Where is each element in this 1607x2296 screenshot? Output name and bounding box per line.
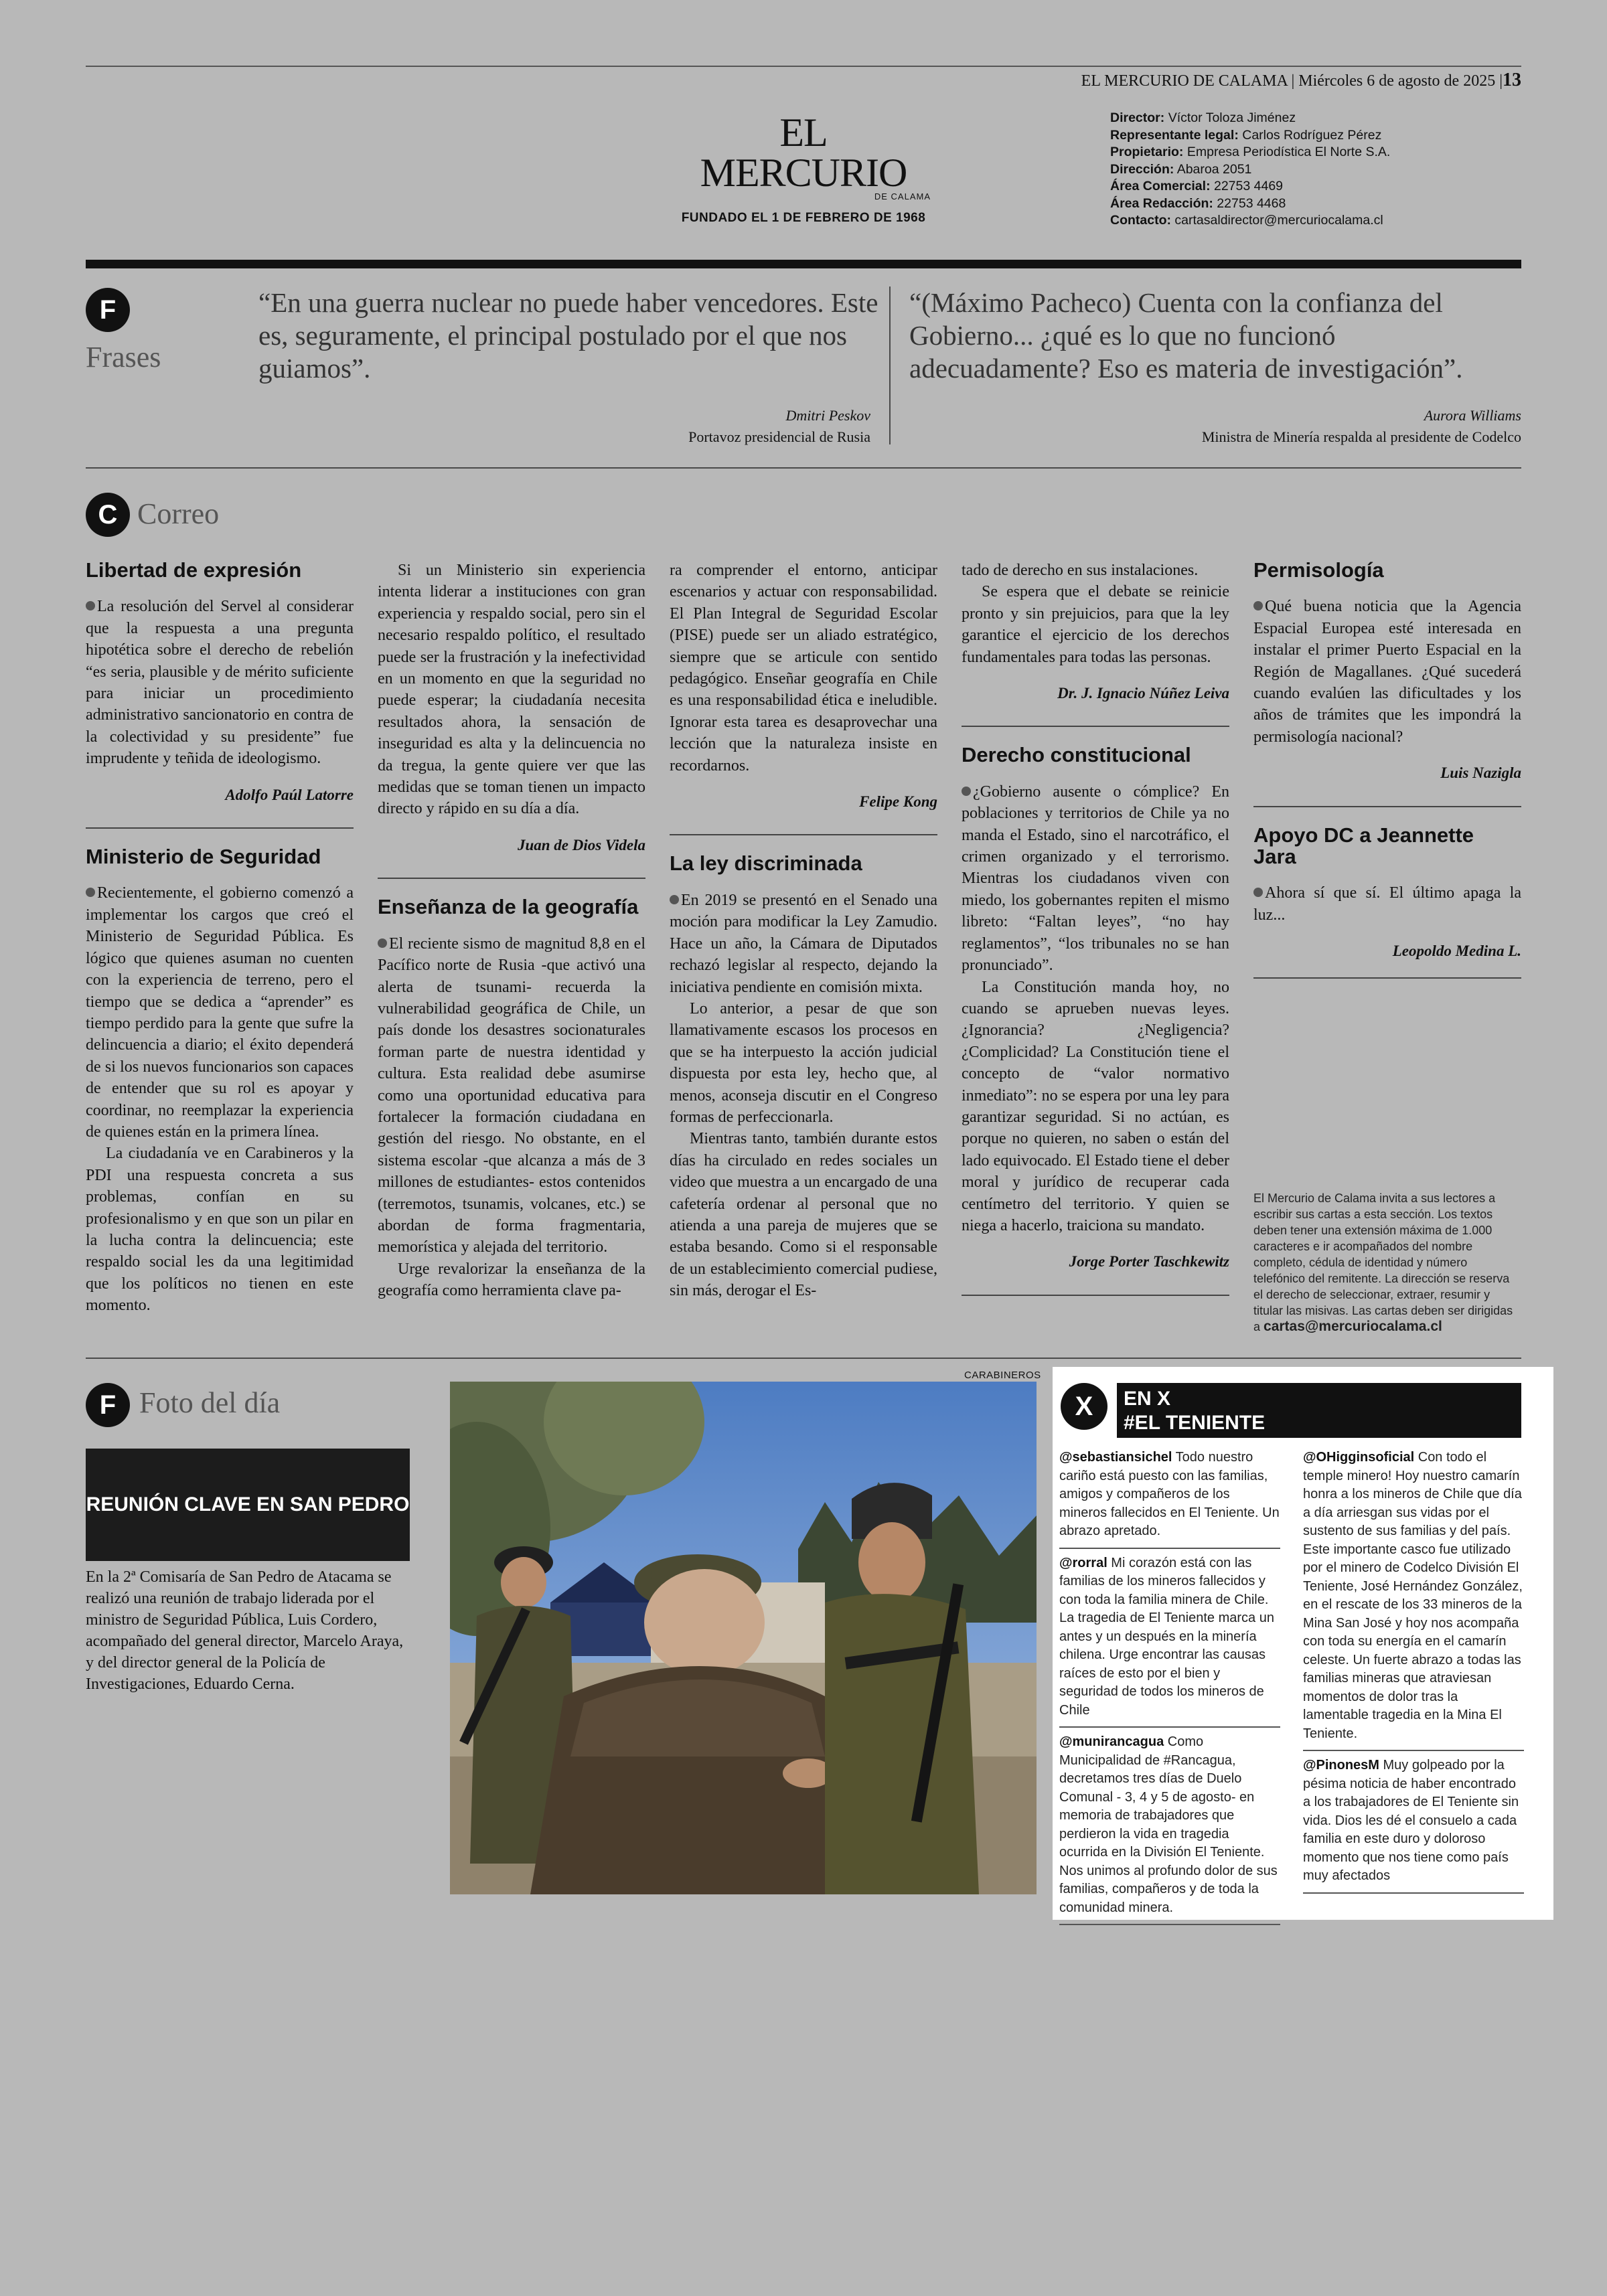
page-number: 13	[1503, 70, 1521, 90]
letter-heading: Permisología	[1253, 558, 1384, 582]
masthead	[676, 112, 931, 226]
quote-2-text: “(Máximo Pacheco) Cuenta con la confianza del Gobierno... ¿qué es lo que no funcionó adecuadamente? Eso es materia de investigación”.	[909, 287, 1463, 384]
letter-signature: Jorge Porter Taschkewitz	[1069, 1253, 1229, 1270]
x-handle[interactable]: @PinonesM	[1303, 1758, 1379, 1773]
letter-body: Mientras tanto, también durante estos días ha circulado en redes sociales un video que muestra a un encargado de una cafetería ordenar al personal que no atienda a una pareja de mujeres que se estaba besando. Como si el responsable de un establecimiento comercial pudiese, sin más, derogar el Es-	[670, 1130, 937, 1300]
foto-f-icon: F	[86, 1383, 130, 1427]
letter-heading: Enseñanza de la geografía	[378, 895, 639, 919]
x-post	[1303, 1449, 1524, 1751]
letter-body: Si un Ministerio sin experiencia intenta liderar a instituciones con gran experiencia y respaldo social, pero sin el necesario respaldo político, el resultado puede ser la frustración y la inefectividad en un momento en que la seguridad no puede esperar; la ciudadanía necesita resultados ahora, la sensación de inseguridad es alta y la delincuencia no da tregua, la gente quiere ver que las medidas que se toman tienen un impacto directo y rápido en su día a día.	[378, 562, 645, 818]
letter-body: Lo anterior, a pesar de que son llamativamente escasos los procesos en que se ha interpuesto la acción judicial dispuesta por esta ley, hecho que, al menos, aconseja discutir en el Congreso formas de perfeccionarla.	[670, 999, 937, 1126]
bullet-icon	[670, 895, 679, 904]
letter-heading: Libertad de expresión	[86, 558, 302, 582]
foto-title: Foto del día	[139, 1386, 281, 1419]
newspaper-logo: EL MERCURIO	[700, 110, 907, 195]
staff-line: Área Redacción: 22753 4468	[1110, 195, 1286, 211]
letter-body: La resolución del Servel al considerar que la respuesta a una pregunta hipotética sobre el derecho de rebelión “es seria, plausible y de mérito suficiente para iniciar un procedimiento administrativo sancionatorio en contra de la colectividad y su presidente” fue imprudente y teñida de ideologismo.	[86, 598, 354, 768]
correo-c-icon: C	[86, 493, 130, 537]
staff-line: Propietario: Empresa Periodística El Norte S.A.	[1110, 145, 1391, 159]
divider	[86, 827, 354, 829]
photo-of-the-day	[450, 1382, 1037, 1894]
bullet-icon	[1253, 888, 1263, 897]
logo-subtitle: DE CALAMA	[874, 191, 931, 201]
header-divider	[86, 260, 1521, 268]
x-post-text: Todo nuestro cariño está puesto con las familias, amigos y compañeros de los mineros fallecidos en El Teniente. Un abrazo apretado.	[1059, 1450, 1280, 1538]
note-text: El Mercurio de Calama invita a sus lectores a escribir sus cartas a esta sección. Los textos deben tener una extensión máxima de 1.000 caracteres e ir acompañados del nombre completo, cédula de identidad y número telefónico del remitente. La dirección se reserva el derecho de seleccionar, extraer, resumir y titular las misivas. Las cartas deben ser dirigidas a	[1253, 1192, 1513, 1333]
en-x-header	[1117, 1383, 1521, 1438]
letter-signature: Adolfo Paúl Latorre	[225, 786, 354, 803]
bullet-icon	[378, 938, 387, 948]
letters-column-2	[378, 560, 645, 1302]
dateline-text: EL MERCURIO DE CALAMA | Miércoles 6 de agosto de 2025 |	[1081, 72, 1503, 90]
letters-column-5	[1253, 560, 1521, 979]
frases-f-icon: F	[86, 288, 130, 332]
x-handle[interactable]: @rorral	[1059, 1555, 1107, 1570]
letter-heading: Apoyo DC a Jeannette Jara	[1253, 823, 1474, 869]
x-post	[1059, 1733, 1280, 1925]
letter-body: Recientemente, el gobierno comenzó a implementar los cargos que creó el Ministerio de Seguridad Pública. Es lógico que quienes asuman no cuenten con la experiencia de terreno, pero el tiempo que se dedica a “aprender” es tiempo perdido para la gente que sufre la delincuencia a diario; el éxito dependerá de si los nuevos funcionarios son capaces de entender que su rol es apoyar y coordinar, no reemplazar la experiencia de quienes están en la primera línea.	[86, 884, 354, 1141]
bullet-icon	[1253, 601, 1263, 610]
letter-signature: Dr. J. Ignacio Núñez Leiva	[1057, 685, 1229, 702]
x-handle[interactable]: @sebastiansichel	[1059, 1450, 1172, 1465]
divider	[962, 726, 1229, 727]
letter-body: La ciudadanía ve en Carabineros y la PDI una respuesta concreta a sus problemas, confían en su profesionalismo y en que son un pilar en la lucha contra la delincuencia; este respaldo social les da una legitimidad que los políticos no tienen en este momento.	[86, 1145, 354, 1315]
letter-body: ¿Gobierno ausente o cómplice? En poblaciones y territorios de Chile ya no manda el Estado, sino el narcotráfico, el crimen organizado y el terrorismo. Mientras los ciudadanos viven con miedo, los gobernantes repiten el mismo libreto: “Faltan leyes”, “no hay reglamentos”, “los tribunales no se han pronunciado”.	[962, 783, 1229, 975]
x-logo-icon: X	[1061, 1383, 1107, 1430]
x-posts-left-column	[1059, 1449, 1280, 1931]
quote-1-text: “En una guerra nuclear no puede haber vencedores. Este es, seguramente, el principal postulado por el que nos guiamos”.	[258, 287, 878, 384]
letter-body: En 2019 se presentó en el Senado una moción para modificar la Ley Zamudio. Hace un año, la Cámara de Diputados rechazó legislar al respecto, dejando la iniciativa pendiente en comisión mixta.	[670, 891, 937, 996]
letters-column-4	[962, 560, 1229, 1296]
divider	[1253, 977, 1521, 979]
divider	[962, 1295, 1229, 1296]
submission-email-link[interactable]: cartas@mercuriocalama.cl	[1264, 1319, 1442, 1334]
letter-heading: La ley discriminada	[670, 851, 862, 876]
letter-body: La Constitución manda hoy, no cuando se aprueben nuevas leyes. ¿Ignorancia? ¿Negligencia? ¿Complicidad? La Constitución tiene el concepto de “valor normativo inmediato”: no se espera por una ley para garantizar seguridad. Si no actúan, es porque no quieren, no saben o están del lado equivocado. El Estado tiene el deber moral y jurídico de recuperar cada centímetro del territorio. Y quien se niega a hacerlo, traiciona su mandato.	[962, 978, 1229, 1234]
letter-body: Ahora sí que sí. El último apaga la luz...	[1253, 884, 1521, 924]
letter-signature: Leopoldo Medina L.	[1392, 942, 1521, 960]
x-posts-right-column	[1303, 1449, 1524, 1899]
x-post	[1059, 1554, 1280, 1728]
quote-1-role: Portavoz presidencial de Rusia	[688, 428, 870, 445]
x-post	[1059, 1449, 1280, 1549]
staff-line: Representante legal: Carlos Rodríguez Pérez	[1110, 127, 1382, 143]
staff-box	[1110, 110, 1390, 230]
letters-column-3	[670, 560, 937, 1302]
quote-2-author: Aurora Williams	[1424, 407, 1521, 424]
correo-bottom-rule	[86, 1358, 1521, 1359]
staff-line: Director: Víctor Toloza Jiménez	[1110, 110, 1296, 125]
x-post	[1303, 1756, 1524, 1894]
divider	[378, 878, 645, 879]
bullet-icon	[86, 601, 95, 610]
bullet-icon	[86, 888, 95, 897]
letter-body: ra comprender el entorno, anticipar escenarios y actuar con responsabilidad. El Plan Integral de Seguridad Escolar (PISE) puede ser un aliado estratégico, siempre que se articule con sentido pedagógico. Enseñar geografía en Chile es una responsabilidad ética e ineludible. Ignorar esta tarea es desaprovechar una lección que la naturaleza insiste en recordarnos.	[670, 562, 937, 774]
x-post-text: Con todo el temple minero! Hoy nuestro camarín honra a los mineros de Chile que día a día arriesgan sus vidas por el sustento de sus familias y del país. Este importante casco fue utilizado por el minero de Codelco División El Teniente, José Hernández González, en el rescate de los 33 mineros de la Mina San José y hoy nos acompaña con toda su energía en el camarín celeste. Un fuerte abrazo a todas las familias mineras que atraviesan momentos de dolor tras la lamentable tragedia en la Mina El Teniente.	[1303, 1450, 1523, 1741]
quote-1-author: Dmitri Peskov	[785, 407, 870, 424]
letter-body: Urge revalorizar la enseñanza de la geografía como herramienta clave pa-	[378, 1260, 645, 1300]
correo-title: Correo	[137, 497, 220, 530]
letter-body: Qué buena noticia que la Agencia Espacial Europea esté interesada en instalar el primer Puerto Espacial en la Región de Magallanes. ¿Qué sucederá cuando evalúen las dificultades y los años de trámites que les impondrá la permisología nacional?	[1253, 598, 1521, 746]
photo-illustration	[450, 1382, 1037, 1894]
staff-line: Área Comercial: 22753 4469	[1110, 179, 1284, 193]
letter-signature: Felipe Kong	[859, 793, 937, 811]
frases-title: Frases	[86, 341, 161, 374]
staff-line[interactable]: Contacto: cartasaldirector@mercuriocalama.cl	[1110, 213, 1383, 228]
en-x-title: EN X	[1124, 1388, 1171, 1410]
letter-heading: Derecho constitucional	[962, 743, 1191, 767]
staff-line: Dirección: Abaroa 2051	[1110, 161, 1252, 177]
letters-column-1	[86, 560, 354, 1317]
photo-headline-box	[86, 1449, 410, 1561]
x-post-text: Muy golpeado por la pésima noticia de haber encontrado a los trabajadores de El Teniente sin vida. Dios les dé el consuelo a cada familia en este duro y doloroso momento que nos tiene como país muy afectados	[1303, 1758, 1519, 1883]
bullet-icon	[962, 787, 971, 796]
paper-dateline	[1081, 70, 1521, 91]
letter-signature: Luis Nazigla	[1440, 764, 1521, 782]
letters-submission-note	[1253, 1190, 1521, 1335]
frases-bottom-rule	[86, 467, 1521, 469]
letter-body: El reciente sismo de magnitud 8,8 en el Pacífico norte de Rusia -que activó una alerta de tsunami- recuerda la vulnerabilidad geográfica de Chile, un país donde los desastres socionaturales forman parte de nuestra identidad y cultura. Esta realidad debe asumirse como una oportunidad educativa para fortalecer la formación ciudadana en gestión del riesgo. No obstante, en el sistema escolar -que alcanza a más de 3 millones de estudiantes- estos contenidos (terremotos, tsunamis, volcanes, etc.) se abordan de forma fragmentaria, memorística y alejada del territorio.	[378, 934, 645, 1256]
quote-2-role: Ministra de Minería respalda al presidente de Codelco	[1201, 428, 1521, 445]
x-handle[interactable]: @OHigginsoficial	[1303, 1450, 1415, 1465]
x-handle[interactable]: @munirancagua	[1059, 1734, 1164, 1749]
top-rule	[86, 66, 1521, 67]
divider	[1253, 806, 1521, 807]
photo-caption: En la 2ª Comisaría de San Pedro de Atacama se realizó una reunión de trabajo liderada por el ministro de Seguridad Pública, Luis Cordero, acompañado del general director, Marcelo Araya, y del director general de la Policía de Investigaciones, Eduardo Cerna.	[86, 1568, 404, 1693]
divider	[670, 834, 937, 835]
x-post-text: Mi corazón está con las familias de los mineros fallecidos y con toda la familia minera de Chile. La tragedia de El Teniente marca un antes y un después en la minería chilena. Urge encontrar las causas raíces de esto por el bien y seguridad de todos los mineros de Chile	[1059, 1555, 1274, 1718]
letter-body: Se espera que el debate se reinicie pronto y sin prejuicios, para que la ley garantice el ejercicio de los derechos fundamentales para todas las personas.	[962, 583, 1229, 666]
photo-credit: CARABINEROS	[964, 1370, 1041, 1381]
letter-heading: Ministerio de Seguridad	[86, 845, 321, 869]
photo-headline: REUNIÓN CLAVE EN SAN PEDRO	[86, 1493, 410, 1515]
en-x-hashtag[interactable]: #EL TENIENTE	[1124, 1412, 1266, 1434]
x-post-text: Como Municipalidad de #Rancagua, decretamos tres días de Duelo Comunal - 3, 4 y 5 de agosto- en memoria de trabajadores que perdieron la vida en tragedia ocurrida en la División El Teniente. Nos unimos al profundo dolor de sus familias, compañeros y de toda la comunidad minera.	[1059, 1734, 1278, 1915]
letter-signature: Juan de Dios Videla	[517, 836, 645, 853]
letter-body: tado de derecho en sus instalaciones.	[962, 562, 1199, 579]
quote-divider	[889, 286, 891, 444]
founded-line: FUNDADO EL 1 DE FEBRERO DE 1968	[681, 211, 926, 225]
